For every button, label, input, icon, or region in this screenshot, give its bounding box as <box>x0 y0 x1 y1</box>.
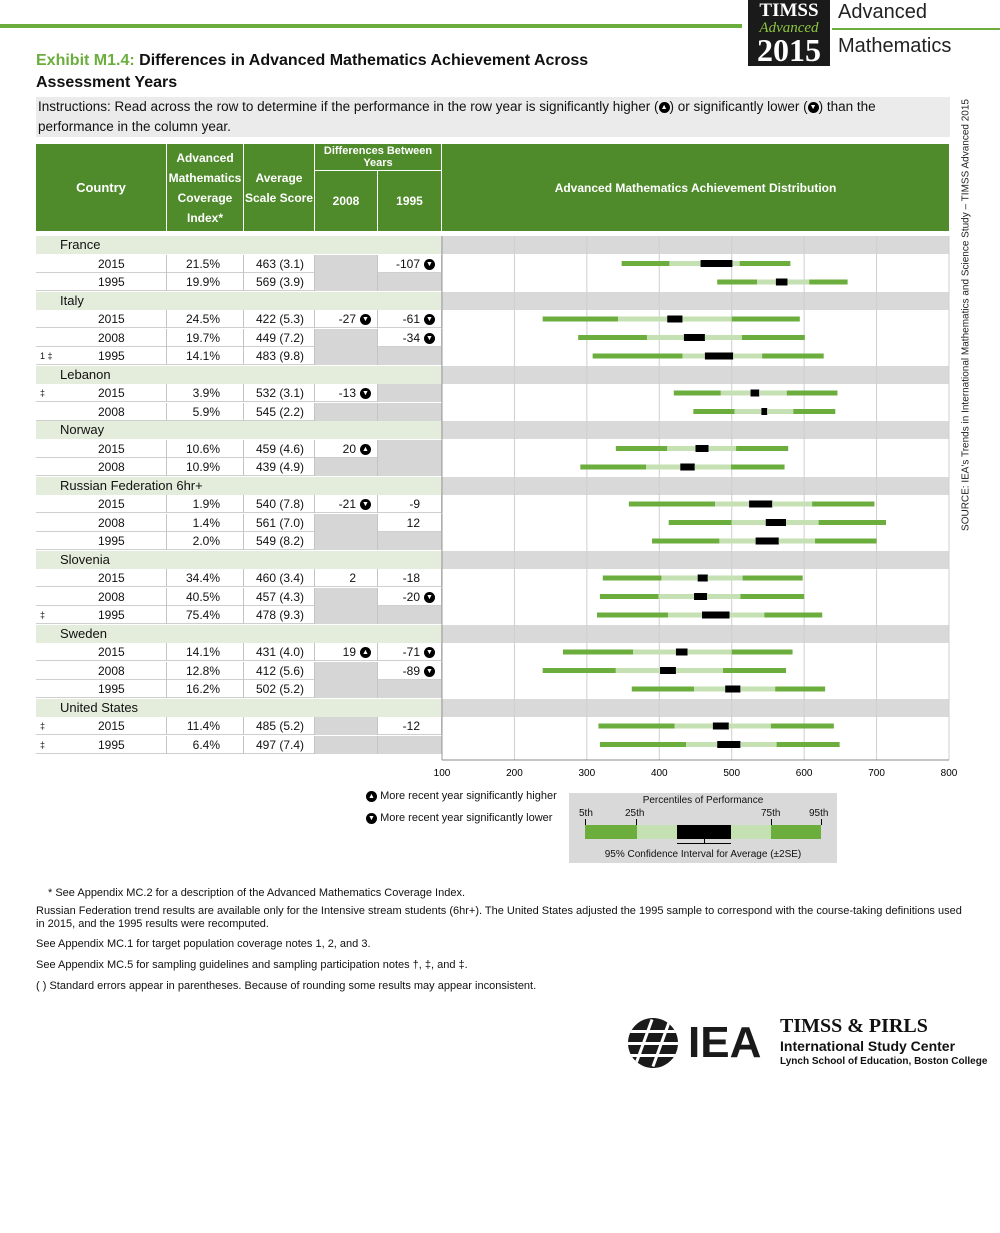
bar-25-ci <box>616 668 660 673</box>
average-score: 569 (3.9) <box>256 275 305 289</box>
bar-25-ci <box>686 742 717 747</box>
bar-5-25 <box>693 409 734 414</box>
bar-ci-75 <box>695 465 731 470</box>
bar-75-95 <box>793 409 835 414</box>
down-arrow-icon: ▼ <box>424 259 435 270</box>
row-note: ‡ <box>40 388 46 398</box>
bar-25-ci <box>732 520 766 525</box>
legend-up: ▲ More recent year significantly higher <box>366 790 557 802</box>
row-note: ‡ <box>40 610 46 620</box>
bar-ci-75 <box>740 742 776 747</box>
coverage-index: 40.5% <box>185 589 220 604</box>
country-group-header: Slovenia <box>36 551 441 569</box>
coverage-index: 2.0% <box>192 534 220 548</box>
up-arrow-icon: ▲ <box>360 444 371 455</box>
bar-5-25 <box>593 354 683 359</box>
axis-tick-label: 400 <box>650 768 668 779</box>
bar-ci <box>702 612 730 619</box>
average-score: 497 (7.4) <box>256 737 305 752</box>
average-score: 485 (5.2) <box>256 719 305 733</box>
bar-ci <box>680 464 694 471</box>
average-score: 540 (7.8) <box>256 497 305 511</box>
bar-ci-75 <box>708 576 743 581</box>
bar-ci <box>725 686 740 693</box>
country-group-header: Italy <box>36 292 441 310</box>
bar-25-ci <box>659 594 694 599</box>
bar-25-ci <box>646 465 680 470</box>
percentile-legend: Percentiles of Performance 5th 25th 75th 95th 95% Confidence Interval for Average (±2SE) <box>569 793 837 863</box>
row-year: 1995 <box>98 534 125 548</box>
row-year: 2008 <box>98 460 125 474</box>
bar-ci <box>761 408 767 415</box>
note-appendix-mc5: See Appendix MC.5 for sampling guidelines and sampling participation notes †, ‡, and ‡. <box>36 959 468 971</box>
bar-ci <box>676 649 688 656</box>
header-coverage: Advanced Mathematics Coverage Index* <box>168 150 242 225</box>
average-score: 483 (9.8) <box>256 349 305 363</box>
bar-ci <box>684 334 705 341</box>
average-score: 449 (7.2) <box>256 330 305 345</box>
bar-5-25 <box>603 576 662 581</box>
header-2008: 2008 <box>332 194 360 208</box>
row-year: 2015 <box>98 571 125 585</box>
average-score: 412 (5.6) <box>256 663 305 678</box>
average-score: 439 (4.9) <box>256 460 305 474</box>
header-distribution: Advanced Mathematics Achievement Distribution <box>554 180 837 195</box>
bar-5-25 <box>717 280 757 285</box>
bar-ci-75 <box>732 261 739 266</box>
note-standard-errors: ( ) Standard errors appear in parentheses. Because of rounding some results may appear inconsistent. <box>36 980 537 992</box>
country-group-header: United States <box>36 699 441 717</box>
row-year: 2015 <box>98 312 125 326</box>
bar-25-ci <box>719 539 755 544</box>
bar-ci <box>701 260 733 267</box>
bar-ci <box>766 519 786 526</box>
row-note: 1 ‡ <box>40 351 53 361</box>
down-arrow-icon: ▼ <box>360 314 371 325</box>
average-score: 502 (5.2) <box>256 682 305 696</box>
diff-1995: -107 ▼ <box>378 255 441 273</box>
bar-75-95 <box>812 502 874 507</box>
coverage-index: 14.1% <box>185 645 220 659</box>
diff-2008: -13 ▼ <box>315 384 377 402</box>
coverage-index: 19.9% <box>185 275 220 289</box>
bar-ci-75 <box>682 317 731 322</box>
exhibit-title-text: Differences in Advanced Mathematics Achievement Across Assessment Years <box>36 52 589 91</box>
average-score: 478 (9.3) <box>256 608 305 622</box>
timss-logo: TIMSS Advanced 2015 <box>748 0 830 66</box>
bar-75-95 <box>764 613 822 618</box>
bar-ci-75 <box>730 613 765 618</box>
diff-1995: -18 <box>402 571 420 585</box>
down-arrow-icon: ▼ <box>360 388 371 399</box>
bar-5-25 <box>543 317 618 322</box>
lynch-school: Lynch School of Education, Boston College <box>780 1056 988 1067</box>
bar-75-95 <box>762 354 824 359</box>
coverage-index: 3.9% <box>192 386 220 400</box>
iea-globe-icon <box>628 1018 678 1068</box>
subject-line-1: Advanced <box>838 1 927 23</box>
bar-5-25 <box>629 502 715 507</box>
bar-ci-75 <box>779 539 815 544</box>
down-arrow-icon: ▼ <box>424 666 435 677</box>
down-arrow-icon: ▼ <box>366 813 377 824</box>
coverage-index: 34.4% <box>185 571 220 585</box>
country-group-header: Lebanon <box>36 366 441 384</box>
country-group-header: Sweden <box>36 625 441 643</box>
diff-2008: -27 ▼ <box>315 310 377 328</box>
up-arrow-icon: ▲ <box>659 102 670 113</box>
coverage-index: 10.6% <box>185 441 220 456</box>
bar-ci-75 <box>709 446 737 451</box>
bar-75-95 <box>723 668 786 673</box>
row-year: 1995 <box>98 349 125 363</box>
bar-75-95 <box>819 520 886 525</box>
bar-25-ci <box>674 724 712 729</box>
bar-5-25 <box>598 724 674 729</box>
timss-pirls-title: TIMSS & PIRLS <box>780 1015 928 1037</box>
bar-ci-75 <box>705 335 742 340</box>
coverage-index: 75.4% <box>185 608 220 622</box>
bar-25-ci <box>682 354 704 359</box>
coverage-index: 11.4% <box>186 719 220 733</box>
diff-2008: -21 ▼ <box>315 495 377 513</box>
bar-ci <box>756 538 779 545</box>
average-score: 457 (4.3) <box>256 589 305 604</box>
bar-ci <box>713 723 729 730</box>
bar-75-95 <box>815 539 877 544</box>
bar-5-25 <box>632 687 694 692</box>
axis-tick-label: 600 <box>795 768 813 779</box>
bar-25-ci <box>633 650 676 655</box>
bar-5-25 <box>580 465 646 470</box>
coverage-index: 24.5% <box>185 312 220 326</box>
bar-75-95 <box>787 391 838 396</box>
bar-5-25 <box>600 742 686 747</box>
down-arrow-icon: ▼ <box>360 499 371 510</box>
coverage-index: 21.5% <box>185 256 220 271</box>
diff-1995: -89 ▼ <box>378 662 441 680</box>
axis-tick-label: 300 <box>578 768 596 779</box>
bar-5-25 <box>622 261 670 266</box>
diff-1995: -20 ▼ <box>378 588 441 606</box>
down-arrow-icon: ▼ <box>424 314 435 325</box>
row-year: 2015 <box>98 719 125 733</box>
average-score: 431 (4.0) <box>256 645 305 659</box>
row-year: 1995 <box>98 737 125 752</box>
bar-ci <box>667 316 682 323</box>
row-year: 2015 <box>98 256 125 271</box>
row-year: 1995 <box>98 682 125 696</box>
bar-25-ci <box>661 576 697 581</box>
bar-25-ci <box>647 335 684 340</box>
bar-75-95 <box>731 465 785 470</box>
bar-5-25 <box>578 335 647 340</box>
row-note: ‡ <box>40 721 46 731</box>
axis-tick-label: 200 <box>506 768 523 779</box>
bar-75-95 <box>732 317 800 322</box>
bar-5-25 <box>669 520 732 525</box>
bar-25-ci <box>668 613 702 618</box>
bar-ci <box>705 353 733 360</box>
bar-25-ci <box>667 446 695 451</box>
diff-1995: -71 ▼ <box>378 643 441 661</box>
bar-75-95 <box>809 280 847 285</box>
bar-ci-75 <box>772 502 812 507</box>
axis-tick-label: 700 <box>868 768 885 779</box>
diff-2008: 20 ▲ <box>315 440 377 458</box>
row-year: 2015 <box>98 497 125 511</box>
row-year: 2015 <box>98 386 125 400</box>
diff-2008: 19 ▲ <box>315 643 377 661</box>
row-note: ‡ <box>40 739 46 750</box>
bar-75-95 <box>736 446 788 451</box>
axis-tick-label: 500 <box>723 768 741 779</box>
instructions: Instructions: Read across the row to determine if the performance in the row year is significantly higher ( ▲ ) or significantly lower ( ▼ ) than the performance in the column year. <box>36 97 950 137</box>
coverage-index: 10.9% <box>185 460 220 474</box>
legend-down: ▼ More recent year significantly lower <box>366 812 552 824</box>
row-year: 2008 <box>98 663 125 678</box>
coverage-index: 12.8% <box>185 663 220 678</box>
bar-ci-75 <box>759 391 787 396</box>
bar-ci <box>751 390 760 397</box>
row-year: 1995 <box>98 275 125 289</box>
bar-5-25 <box>543 668 616 673</box>
bar-25-ci <box>721 391 751 396</box>
bar-75-95 <box>771 724 834 729</box>
bar-75-95 <box>740 261 791 266</box>
bar-ci <box>717 741 740 748</box>
bar-ci <box>698 575 708 582</box>
iea-logo-text: IEA <box>688 1018 762 1067</box>
bar-ci <box>660 667 676 674</box>
note-russia: Russian Federation trend results are available only for the Intensive stream students (6hr+). The United States adjusted the 1995 sample to correspond with the course-taking definitions used in 2015, and the 1995 results were recomputed. <box>36 905 962 930</box>
row-year: 2015 <box>98 441 125 456</box>
bar-ci <box>696 445 709 452</box>
diff-1995: -9 <box>409 497 420 511</box>
bar-5-25 <box>563 650 633 655</box>
study-center: International Study Center <box>780 1038 956 1054</box>
average-score: 532 (3.1) <box>256 386 305 400</box>
average-score: 460 (3.4) <box>256 571 305 585</box>
down-arrow-icon: ▼ <box>424 592 435 603</box>
bar-ci-75 <box>740 687 775 692</box>
bar-ci <box>776 279 788 286</box>
coverage-index: 5.9% <box>192 404 220 419</box>
row-year: 2008 <box>98 404 125 419</box>
bar-25-ci <box>694 687 725 692</box>
bar-25-ci <box>735 409 762 414</box>
country-group-header: Norway <box>36 421 441 439</box>
average-score: 549 (8.2) <box>256 534 305 548</box>
bar-25-ci <box>757 280 776 285</box>
bar-5-25 <box>597 613 668 618</box>
bar-ci <box>749 501 772 508</box>
coverage-index: 1.9% <box>192 497 220 511</box>
bar-75-95 <box>775 687 825 692</box>
diff-2008: 2 <box>349 571 356 585</box>
bar-ci-75 <box>787 280 809 285</box>
average-score: 561 (7.0) <box>256 515 305 530</box>
row-year: 2015 <box>98 645 125 659</box>
bar-75-95 <box>777 742 840 747</box>
bar-75-95 <box>732 650 793 655</box>
bar-25-ci <box>618 317 667 322</box>
bar-ci-75 <box>767 409 793 414</box>
bar-75-95 <box>742 335 805 340</box>
row-year: 2008 <box>98 589 125 604</box>
header-differences: Differences Between Years <box>323 145 433 169</box>
bar-5-25 <box>600 594 659 599</box>
bar-5-25 <box>616 446 667 451</box>
down-arrow-icon: ▼ <box>424 333 435 344</box>
coverage-index: 19.7% <box>185 330 220 345</box>
axis-tick-label: 800 <box>940 768 958 779</box>
down-arrow-icon: ▼ <box>808 102 819 113</box>
diff-1995: 12 <box>406 515 420 530</box>
header-average: Average Scale Score <box>244 170 314 205</box>
up-arrow-icon: ▲ <box>366 791 377 802</box>
note-coverage: * See Appendix MC.2 for a description of the Advanced Mathematics Coverage Index. <box>48 887 466 899</box>
bar-5-25 <box>652 539 719 544</box>
country-group-header: Russian Federation 6hr+ <box>36 477 441 495</box>
coverage-index: 1.4% <box>192 515 220 530</box>
bar-ci-75 <box>733 354 762 359</box>
header-country: Country <box>76 180 126 195</box>
diff-1995: -61 ▼ <box>378 310 441 328</box>
bar-5-25 <box>674 391 721 396</box>
average-score: 459 (4.6) <box>256 441 305 456</box>
coverage-index: 16.2% <box>185 682 220 696</box>
down-arrow-icon: ▼ <box>424 647 435 658</box>
subject-line-2: Mathematics <box>838 35 952 57</box>
bar-25-ci <box>669 261 700 266</box>
header-1995: 1995 <box>396 194 423 208</box>
bar-ci-75 <box>786 520 819 525</box>
bar-ci <box>694 593 707 600</box>
note-appendix-mc1: See Appendix MC.1 for target population coverage notes 1, 2, and 3. <box>36 938 371 950</box>
bar-ci-75 <box>688 650 732 655</box>
bar-ci-75 <box>707 594 740 599</box>
country-group-header: France <box>36 236 441 254</box>
average-score: 463 (3.1) <box>256 256 305 271</box>
diff-1995: -34 ▼ <box>378 329 441 347</box>
up-arrow-icon: ▲ <box>360 647 371 658</box>
diff-1995: -12 <box>402 719 420 733</box>
row-year: 1995 <box>98 608 125 622</box>
average-score: 545 (2.2) <box>256 404 305 419</box>
bar-ci-75 <box>676 668 723 673</box>
bar-ci-75 <box>729 724 771 729</box>
bar-75-95 <box>743 576 803 581</box>
source-note: SOURCE: IEA's Trends in International Mathematics and Science Study – TIMSS Advanced 2015 <box>960 99 972 531</box>
average-score: 422 (5.3) <box>256 312 305 326</box>
coverage-index: 6.4% <box>192 737 220 752</box>
row-year: 2008 <box>98 515 125 530</box>
axis-tick-label: 100 <box>433 768 451 779</box>
row-year: 2008 <box>98 330 125 345</box>
coverage-index: 14.1% <box>185 349 220 363</box>
exhibit-label: Exhibit M1.4: <box>36 52 135 69</box>
bar-25-ci <box>715 502 749 507</box>
bar-75-95 <box>740 594 804 599</box>
